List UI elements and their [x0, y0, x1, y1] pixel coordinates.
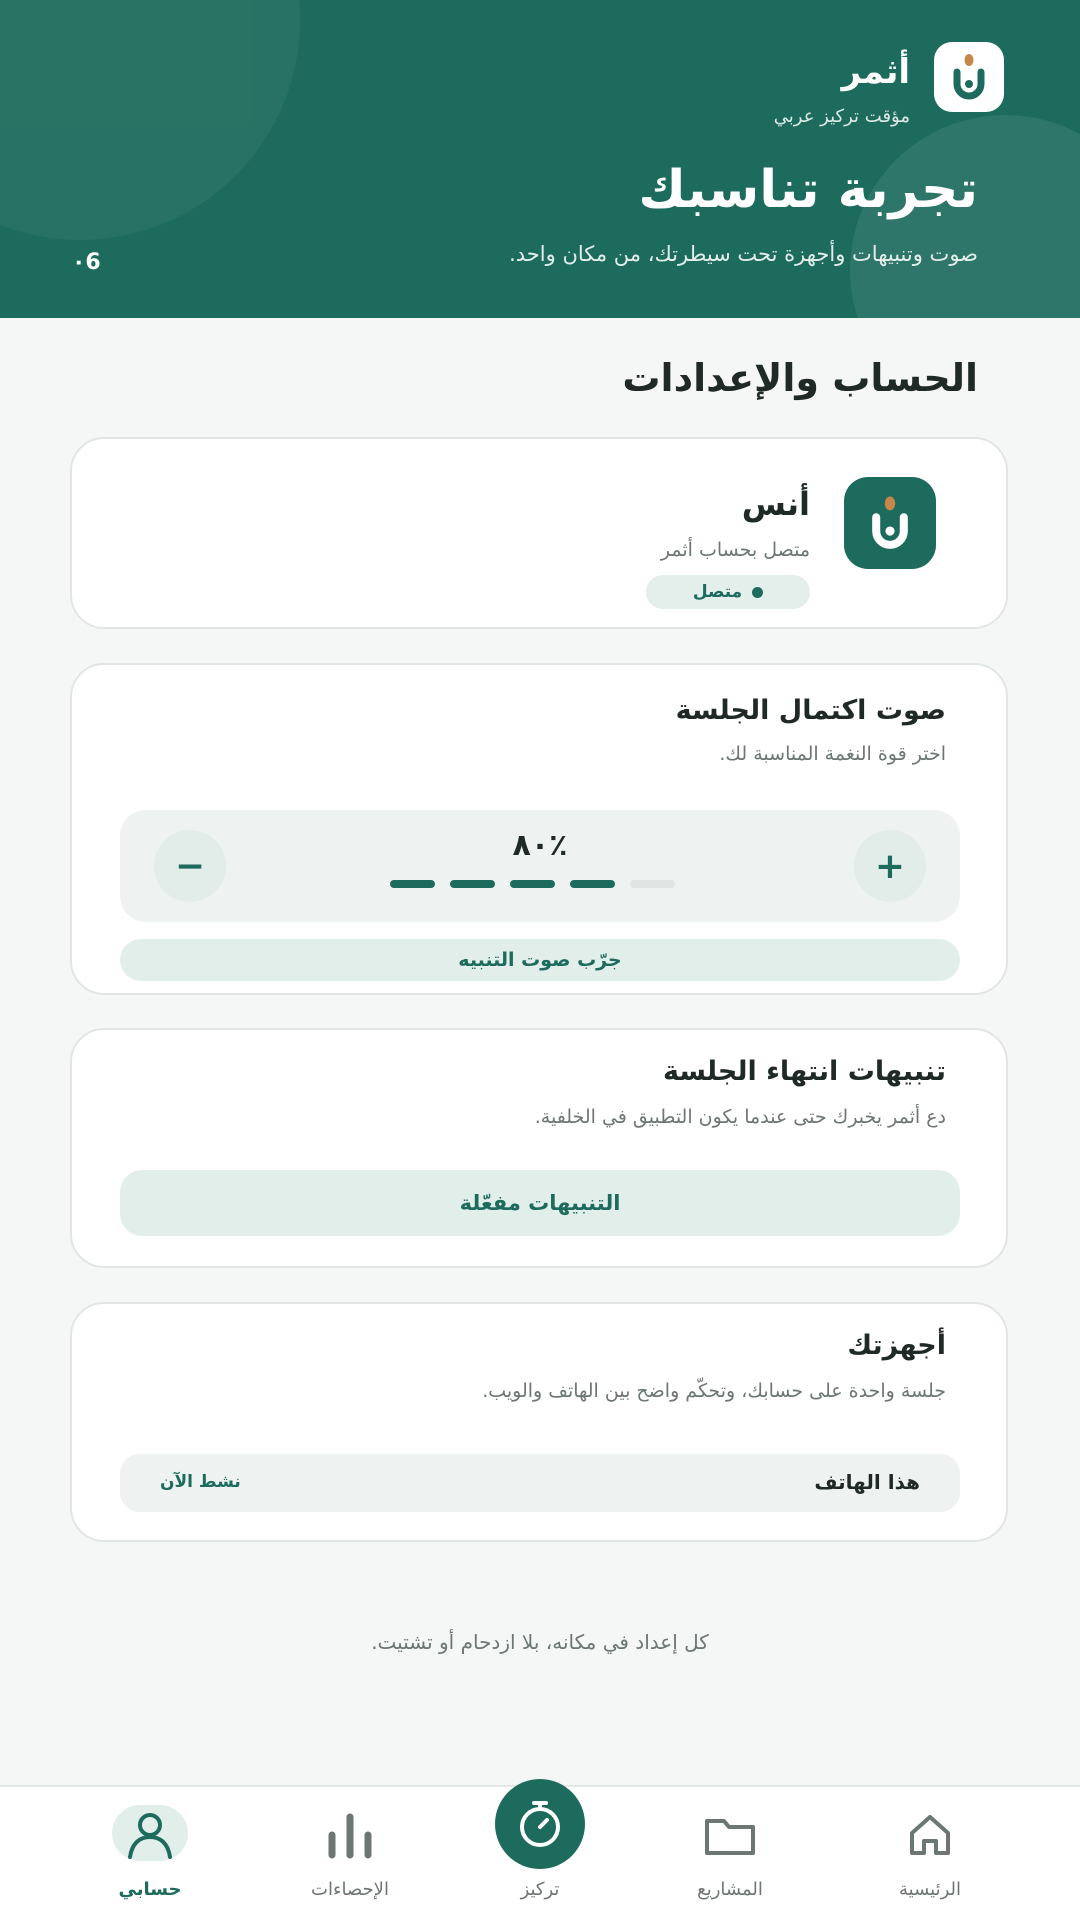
status-label: متصل: [692, 582, 743, 602]
volume-decrease-button[interactable]: −: [154, 830, 226, 902]
test-sound-button[interactable]: جرّب صوت التنبيه: [120, 939, 960, 981]
user-icon: [124, 1809, 176, 1861]
nav-label: تركيز: [520, 1879, 560, 1900]
status-badge: [646, 575, 810, 609]
nav-item-stats[interactable]: [270, 1787, 430, 1922]
focus-button[interactable]: [495, 1779, 585, 1869]
logo-icon: [949, 52, 989, 102]
nav-label: حسابي: [118, 1879, 182, 1900]
alerts-toggle-button[interactable]: التنبيهات مفعّلة: [120, 1170, 960, 1236]
sound-settings-card: [70, 663, 1008, 995]
footer-note: كل إعداد في مكانه، بلا ازدحام أو تشتيت.: [371, 1630, 709, 1654]
volume-level-bar: [390, 880, 675, 888]
devices-card: [70, 1302, 1008, 1542]
app-logo: [934, 42, 1004, 112]
device-name: هذا الهاتف: [814, 1470, 920, 1494]
volume-segment: [630, 880, 675, 888]
nav-label: الرئيسية: [899, 1879, 961, 1900]
volume-segment: [570, 880, 615, 888]
bottom-navigation: [0, 1785, 1080, 1922]
nav-label: الإحصاءات: [311, 1879, 389, 1900]
nav-item-focus[interactable]: [460, 1787, 620, 1922]
volume-segment: [390, 880, 435, 888]
volume-control: [120, 810, 960, 922]
page-indicator: ٠6: [72, 250, 101, 275]
nav-label: المشاريع: [697, 1879, 763, 1900]
logo-icon: [867, 493, 913, 553]
volume-increase-button[interactable]: +: [854, 830, 926, 902]
nav-item-projects[interactable]: [650, 1787, 810, 1922]
alerts-settings-card: [70, 1028, 1008, 1268]
volume-segment: [510, 880, 555, 888]
avatar: [844, 477, 936, 569]
stats-icon: [322, 1809, 378, 1861]
card-description: جلسة واحدة على حسابك، وتحكّم واضح بين الهاتف والويب.: [482, 1380, 946, 1402]
hero-title: تجربة تناسبك: [638, 160, 978, 220]
header-banner: [0, 0, 1080, 318]
card-description: دع أثمر يخبرك حتى عندما يكون التطبيق في الخلفية.: [534, 1106, 946, 1128]
folder-icon: [702, 1809, 758, 1861]
volume-value: ٨٠٪: [512, 828, 568, 863]
home-icon: [904, 1809, 956, 1861]
page-title: الحساب والإعدادات: [622, 356, 978, 400]
profile-subtitle: متصل بحساب أثمر: [660, 539, 810, 561]
card-title: صوت اكتمال الجلسة: [675, 695, 946, 726]
nav-item-home[interactable]: [850, 1787, 1010, 1922]
device-status: نشط الآن: [160, 1472, 241, 1492]
card-title: تنبيهات انتهاء الجلسة: [663, 1056, 946, 1087]
timer-icon: [513, 1797, 567, 1851]
app-name: أثمر: [841, 52, 910, 92]
hero-description: صوت وتنبيهات وأجهزة تحت سيطرتك، من مكان واحد.: [509, 242, 978, 266]
volume-segment: [450, 880, 495, 888]
profile-card[interactable]: [70, 437, 1008, 629]
card-description: اختر قوة النغمة المناسبة لك.: [719, 743, 946, 765]
app-subtitle: مؤقت تركيز عربي: [773, 106, 910, 127]
card-title: أجهزتك: [847, 1330, 946, 1361]
nav-item-account[interactable]: [70, 1787, 230, 1922]
profile-name: أنس: [741, 485, 810, 523]
device-row[interactable]: [120, 1454, 960, 1512]
status-dot-icon: [752, 587, 763, 598]
decor-circle: [0, 0, 300, 240]
